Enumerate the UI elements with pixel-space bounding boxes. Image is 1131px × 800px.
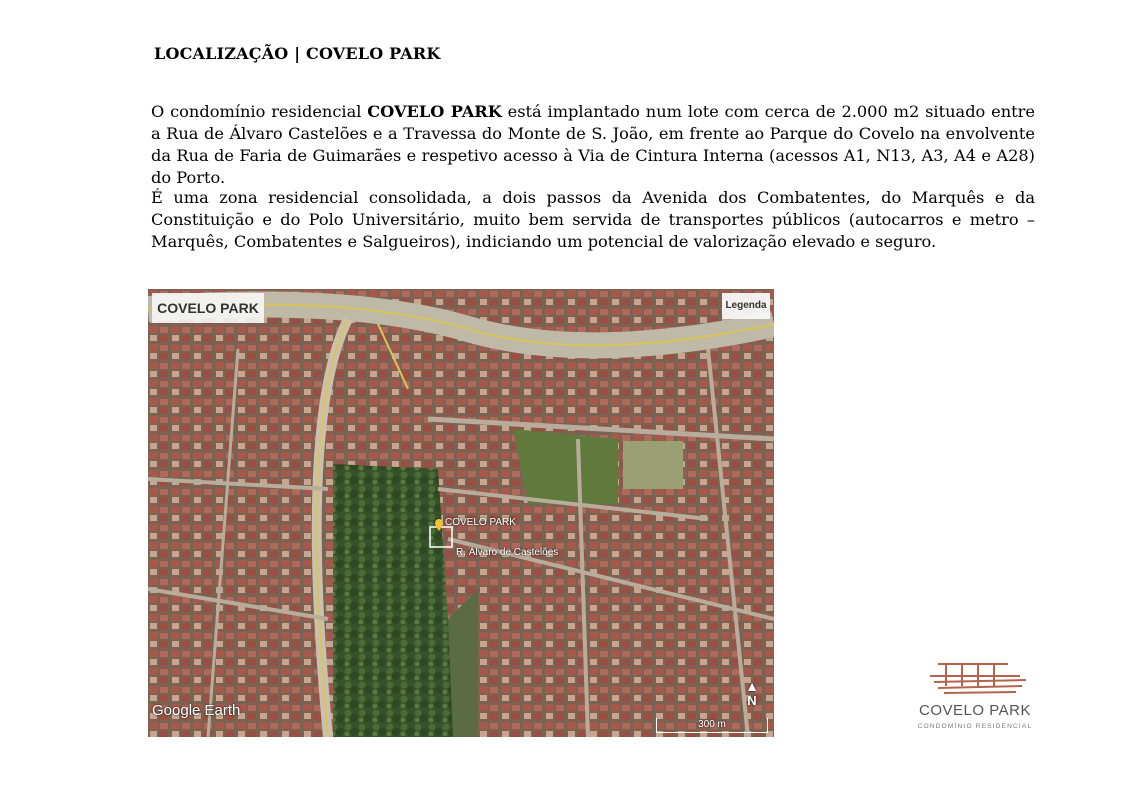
north-label: N <box>747 693 757 708</box>
google-earth-logo: Google Earth <box>152 702 241 719</box>
covelo-park-logo <box>900 650 1050 745</box>
area-paragraph: É uma zona residencial consolidada, a dois passos da Avenida dos Combatentes, do Marquês e da Constituição e do Polo Universitário, muito bem servida de transportes públicos (autocarros e metro – Marquês, Combatentes e Salgueiros), indiciando um potencial de valorização elevado e seguro. <box>151 188 1035 251</box>
map-street-label: R. Álvaro de Castelões <box>456 547 559 558</box>
map-scale-bar: 300 m <box>656 718 768 733</box>
intro-text-start: O condomínio residencial <box>151 102 368 121</box>
logo-subtitle: CONDOMÍNIO RESIDENCIAL <box>917 723 1033 730</box>
map-satellite-image <box>148 289 774 737</box>
map-pin-label: COVELO PARK <box>445 517 516 528</box>
location-pin-icon <box>435 519 443 531</box>
intro-project-name: COVELO PARK <box>367 102 502 121</box>
intro-text-end: está implantado num lote com cerca de 2.000 m2 situado entre a Rua de Álvaro Castelões e a Travessa do Monte de S. João, em frente ao Parque do Covelo na envolvente da Rua de Faria de Guimarães e respetivo acesso à Via de Cintura Interna (acessos A1, N13, A3, A4 e A28) do Porto. <box>151 102 1035 187</box>
page-title: LOCALIZAÇÃO | COVELO PARK <box>154 44 441 63</box>
north-arrow-icon: ▲ N <box>742 679 762 715</box>
logo-name: COVELO PARK <box>919 702 1031 719</box>
intro-paragraph <box>151 101 1035 189</box>
building-logo-icon <box>900 650 1050 700</box>
location-map <box>148 289 774 737</box>
legend-button[interactable]: Legenda <box>722 293 770 319</box>
map-title-box: COVELO PARK <box>152 293 264 323</box>
